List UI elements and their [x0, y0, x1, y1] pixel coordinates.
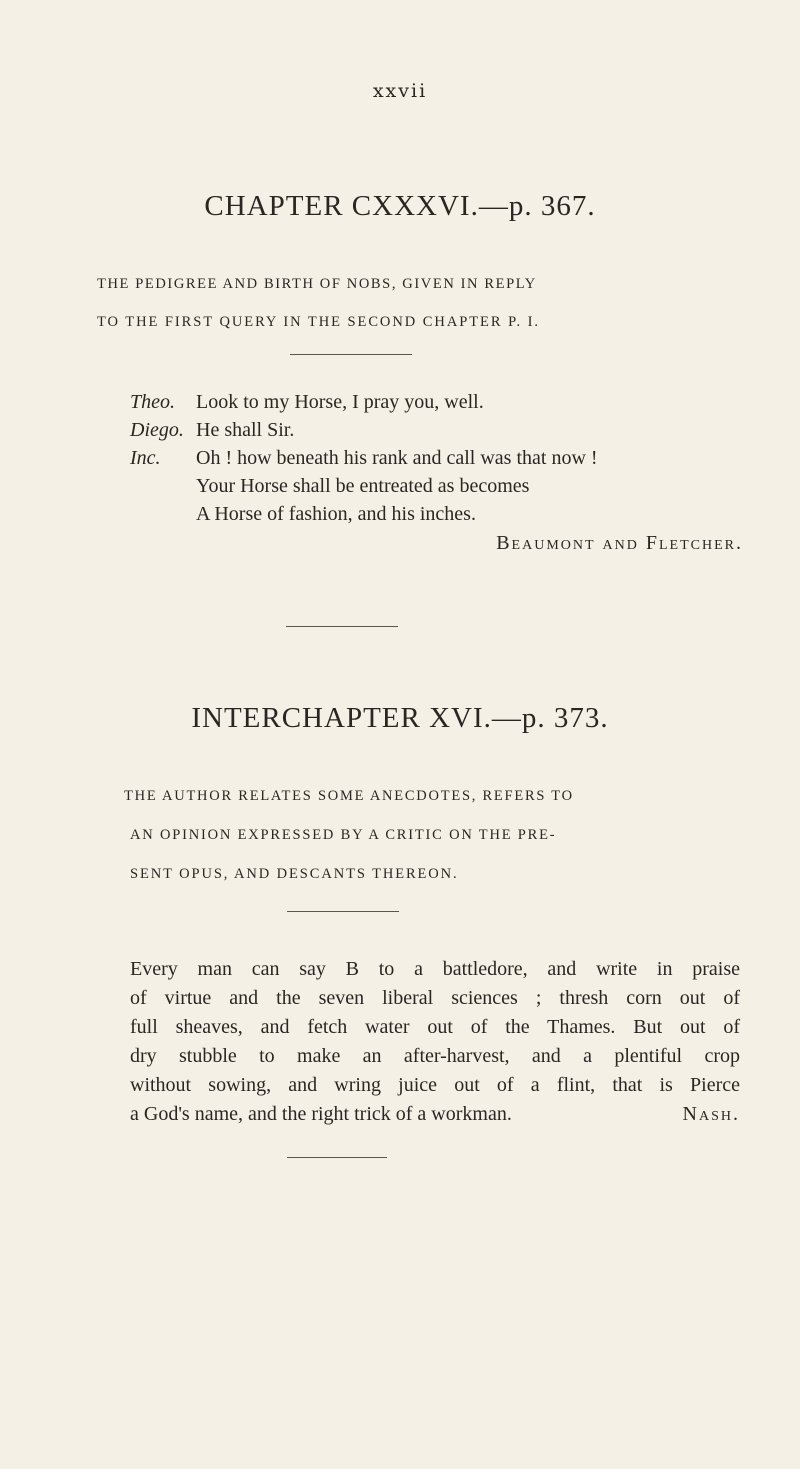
speaker-name: Theo.	[130, 391, 175, 413]
verse-line	[130, 419, 294, 442]
section-divider	[287, 1157, 387, 1158]
interchapter-heading: INTERCHAPTER XVI.—p. 373.	[191, 702, 609, 734]
speaker-name: Inc.	[130, 447, 161, 469]
prose-line: of virtue and the seven liberal sciences ; thresh corn out of	[130, 987, 740, 1009]
speaker-name: Diego.	[130, 419, 184, 441]
page-number: xxvii	[372, 80, 428, 102]
verse-line	[130, 475, 529, 498]
verse-text: Look to my Horse, I pray you, well.	[196, 391, 484, 413]
chapter-summary-line: SENT OPUS, AND DESCANTS THEREON.	[130, 866, 459, 882]
verse-line	[130, 503, 476, 526]
quote-attribution: Beaumont and Fletcher.	[496, 532, 743, 554]
verse-line	[130, 447, 598, 470]
verse-text: A Horse of fashion, and his inches.	[196, 503, 476, 525]
chapter-summary-line: THE PEDIGREE AND BIRTH OF NOBS, GIVEN IN REPLY	[97, 276, 537, 292]
verse-text: Your Horse shall be entreated as becomes	[196, 475, 530, 497]
prose-line-final	[130, 1103, 740, 1126]
section-divider	[290, 354, 412, 355]
verse-text: Oh ! how beneath his rank and call was that now !	[196, 447, 598, 469]
section-divider	[286, 626, 398, 627]
chapter-summary-line: THE AUTHOR RELATES SOME ANECDOTES, REFERS TO	[124, 788, 574, 804]
prose-text: a God's name, and the right trick of a workman.	[130, 1103, 512, 1125]
verse-text: He shall Sir.	[196, 419, 295, 441]
prose-line: Every man can say B to a battledore, and write in praise	[130, 958, 740, 980]
prose-line: without sowing, and wring juice out of a flint, that is Pierce	[130, 1074, 740, 1096]
chapter-summary-line: TO THE FIRST QUERY IN THE SECOND CHAPTER P. I.	[97, 314, 540, 330]
verse-line	[130, 391, 484, 414]
prose-line: full sheaves, and fetch water out of the Thames. But out of	[130, 1016, 740, 1038]
prose-line: dry stubble to make an after-harvest, and a plentiful crop	[130, 1045, 740, 1067]
chapter-summary-line: AN OPINION EXPRESSED BY A CRITIC ON THE PRE-	[130, 827, 557, 843]
quote-attribution: Nash.	[682, 1103, 740, 1125]
chapter-heading: CHAPTER CXXXVI.—p. 367.	[204, 190, 596, 222]
section-divider	[287, 911, 399, 912]
